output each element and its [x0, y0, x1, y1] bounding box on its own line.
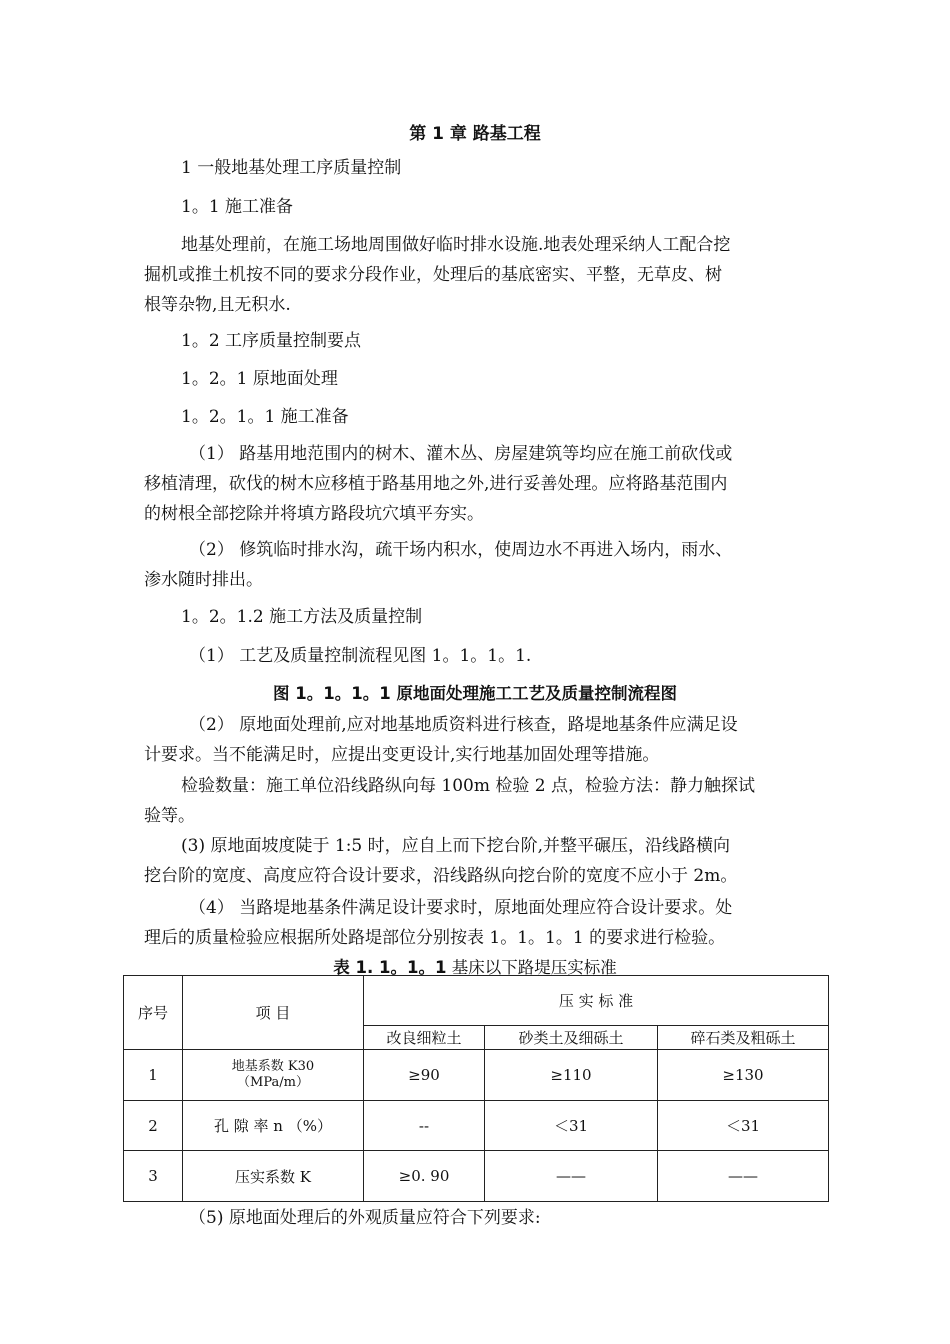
heading-1: 1 一般地基处理工序质量控制: [181, 158, 402, 178]
table-caption-text: 基床以下路堤压实标准: [446, 958, 617, 977]
row-seq: 3: [124, 1151, 183, 1202]
header-standard: 压 实 标 准: [364, 976, 829, 1026]
para-1-line-1: 地基处理前，在施工场地周围做好临时排水设施.地表处理采纳人工配合挖: [181, 235, 731, 255]
chapter-title: 第 1 章 路基工程: [409, 124, 541, 144]
item-1-line-2: 移植清理，砍伐的树木应移植于路基用地之外,进行妥善处理。应将路基范围内: [144, 474, 728, 494]
step-2-line-1: （2） 原地面处理前,应对地基地质资料进行核查，路堤地基条件应满足设: [189, 715, 738, 735]
subheader-sand-fine-gravel: 砂类土及细砾土: [485, 1026, 658, 1050]
heading-1-2-1-2: 1。2。1.2 施工方法及质量控制: [181, 607, 423, 627]
subheader-improved-fine: 改良细粒土: [364, 1026, 485, 1050]
step-4-line-2: 理后的质量检验应根据所处路堤部位分别按表 1。1。1。1 的要求进行检验。: [144, 928, 726, 948]
heading-1-2-1: 1。2。1 原地面处理: [181, 369, 338, 389]
row-item: 压实系数 K: [183, 1151, 364, 1202]
subheader-crushed-coarse-gravel: 碎石类及粗砾土: [658, 1026, 829, 1050]
header-item: 项 目: [183, 976, 364, 1050]
row-item-unit: （MPa/m）: [237, 1075, 309, 1090]
row-item: [183, 1050, 364, 1101]
row-value: ——: [485, 1151, 658, 1202]
step-2-line-2: 计要求。当不能满足时，应提出变更设计,实行地基加固处理等措施。: [144, 745, 660, 765]
item-2-line-2: 渗水随时排出。: [144, 570, 263, 590]
row-seq: 2: [124, 1101, 183, 1151]
table-header-row: [124, 976, 829, 1026]
check-line-2: 验等。: [144, 806, 195, 826]
row-seq: 1: [124, 1050, 183, 1101]
figure-caption: 图 1。1。1。1 原地面处理施工工艺及质量控制流程图: [273, 684, 677, 703]
row-value: ≥90: [364, 1050, 485, 1101]
para-1-line-2: 掘机或推土机按不同的要求分段作业，处理后的基底密实、平整，无草皮、树: [144, 265, 722, 285]
step-5: （5) 原地面处理后的外观质量应符合下列要求:: [189, 1208, 541, 1228]
table-caption-number: 表 1. 1。1。1: [333, 958, 447, 977]
table-row: [124, 1151, 829, 1202]
step-3-line-1: (3) 原地面坡度陡于 1:5 时，应自上而下挖台阶,并整平碾压，沿线路横向: [181, 836, 731, 856]
header-seq: 序号: [124, 976, 183, 1050]
step-4-line-1: （4） 当路堤地基条件满足设计要求时，原地面处理应符合设计要求。处: [189, 898, 733, 918]
row-item-label: 地基系数 K30: [231, 1059, 315, 1074]
compaction-standard-table: [123, 975, 829, 1202]
row-value: ≥110: [485, 1050, 658, 1101]
item-2-line-1: （2） 修筑临时排水沟，疏干场内积水，使周边水不再进入场内，雨水、: [189, 540, 733, 560]
table-row: [124, 1050, 829, 1101]
para-1-line-3: 根等杂物,且无积水.: [144, 295, 291, 315]
item-1-line-1: （1） 路基用地范围内的树木、灌木丛、房屋建筑等均应在施工前砍伐或: [189, 444, 733, 464]
row-value: ≥0. 90: [364, 1151, 485, 1202]
row-value: ＜31: [658, 1101, 829, 1151]
item-1-line-3: 的树根全部挖除并将填方路段坑穴填平夯实。: [144, 504, 484, 524]
row-value: ＜31: [485, 1101, 658, 1151]
row-item: 孔 隙 率 n （%）: [183, 1101, 364, 1151]
row-value: ≥130: [658, 1050, 829, 1101]
row-value: ——: [658, 1151, 829, 1202]
row-value: --: [364, 1101, 485, 1151]
check-line-1: 检验数量：施工单位沿线路纵向每 100m 检验 2 点，检验方法：静力触探试: [181, 776, 755, 796]
step-1: （1） 工艺及质量控制流程见图 1。1。1。1.: [189, 646, 532, 666]
heading-1-1: 1。1 施工准备: [181, 197, 294, 217]
heading-1-2: 1。2 工序质量控制要点: [181, 331, 362, 351]
step-3-line-2: 挖台阶的宽度、高度应符合设计要求，沿线路纵向挖台阶的宽度不应小于 2m。: [144, 866, 738, 886]
heading-1-2-1-1: 1。2。1。1 施工准备: [181, 407, 349, 427]
table-row: [124, 1101, 829, 1151]
